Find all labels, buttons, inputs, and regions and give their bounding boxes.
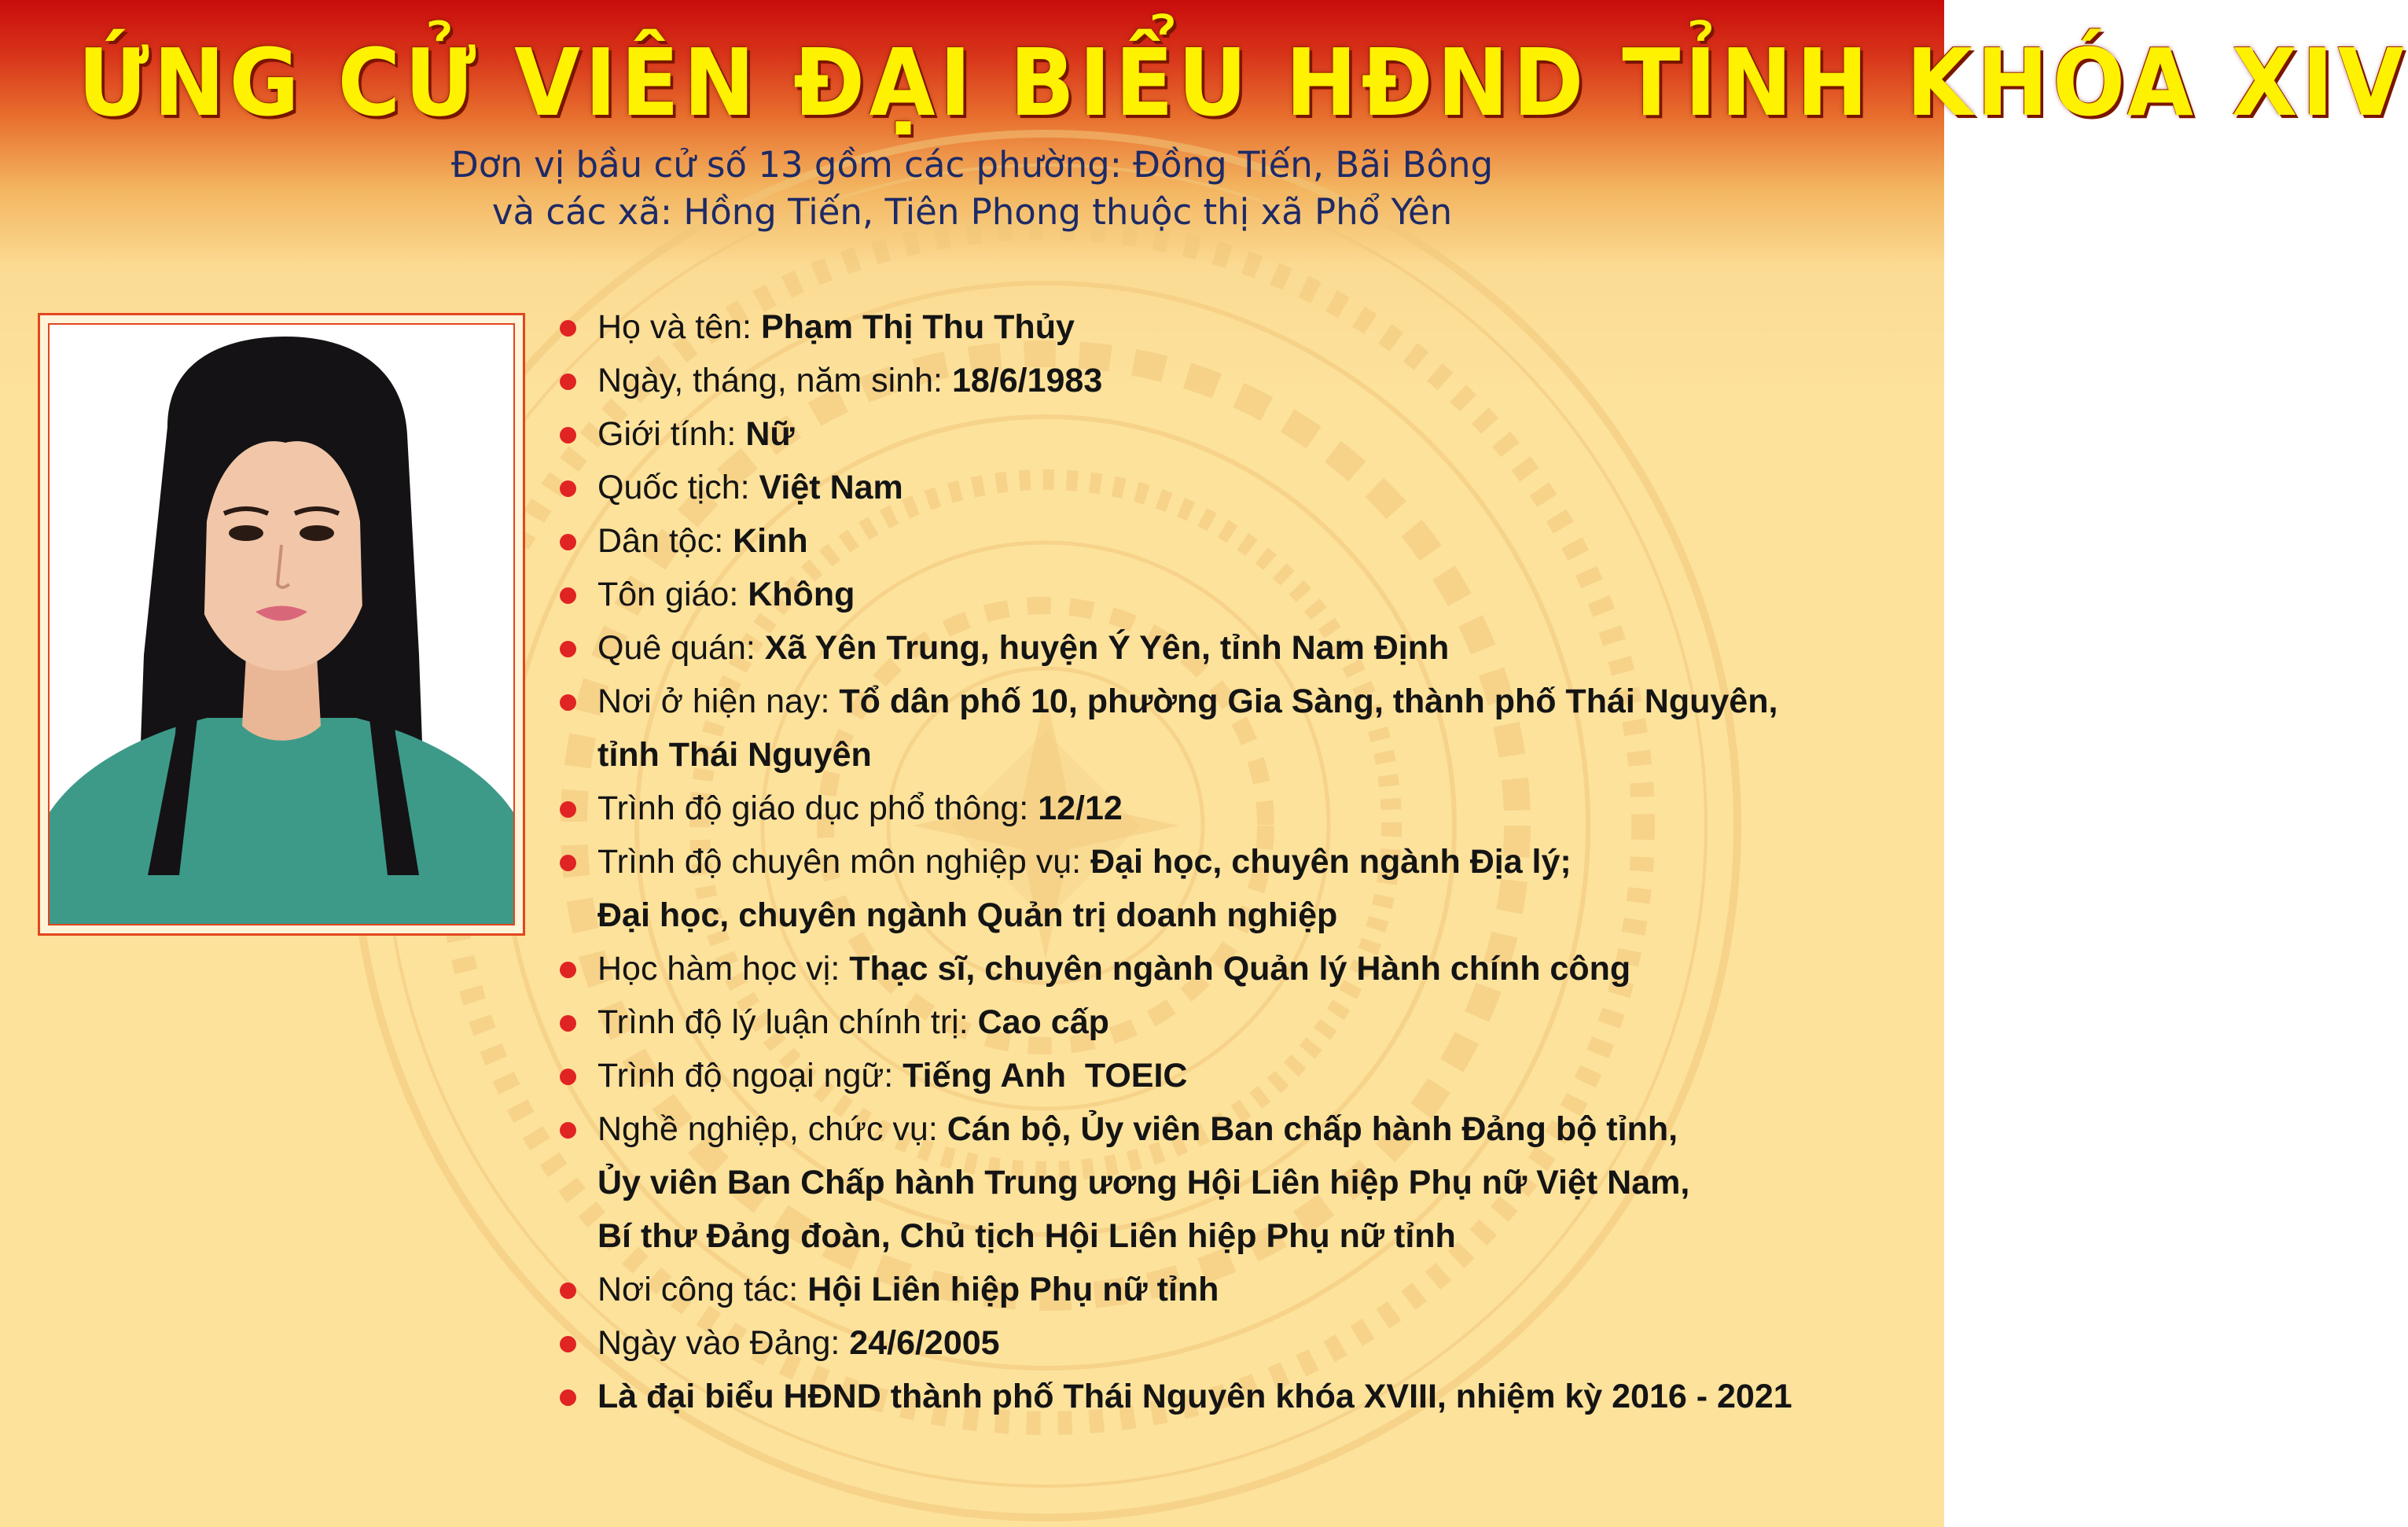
info-value: Tiếng Anh TOEIC <box>903 1057 1188 1095</box>
bullet-icon <box>560 1069 576 1085</box>
info-value: Phạm Thị Thu Thủy <box>760 308 1075 346</box>
info-row-previous-delegate <box>560 1370 1928 1423</box>
info-row-hometown <box>560 621 1928 675</box>
info-value: Thạc sĩ, chuyên ngành Quản lý Hành chính công <box>849 950 1631 988</box>
info-label: Giới tính: <box>597 415 746 453</box>
info-value-continued: Ủy viên Ban Chấp hành Trung ương Hội Liên hiệp Phụ nữ Việt Nam, <box>597 1164 1690 1201</box>
info-value: Xã Yên Trung, huyện Ý Yên, tỉnh Nam Định <box>764 629 1450 667</box>
info-row-occupation-cont-1 <box>560 1156 1928 1209</box>
bullet-icon <box>560 1282 576 1299</box>
info-value: Cán bộ, Ủy viên Ban chấp hành Đảng bộ tỉnh, <box>947 1110 1678 1148</box>
info-value: 18/6/1983 <box>951 362 1103 399</box>
subtitle-line-1: Đơn vị bầu cử số 13 gồm các phường: Đồng Tiến, Bãi Bông <box>450 144 1494 186</box>
bullet-icon <box>560 801 576 818</box>
page-title: ỨNG CỬ VIÊN ĐẠI BIỂU HĐND TỈNH KHÓA XIV <box>77 28 2408 137</box>
info-value: Tổ dân phố 10, phường Gia Sàng, thành phố Thái Nguyên, <box>839 683 1778 720</box>
info-label: Trình độ giáo dục phổ thông: <box>597 789 1039 827</box>
bullet-icon <box>560 962 576 978</box>
info-row-academic-degree <box>560 942 1928 995</box>
info-label: Tôn giáo: <box>597 576 748 613</box>
info-value-continued: Đại học, chuyên ngành Quản trị doanh nghiệp <box>597 896 1338 934</box>
info-value: Không <box>748 576 855 613</box>
subtitle-line-2: và các xã: Hồng Tiến, Tiên Phong thuộc thị xã Phổ Yên <box>491 191 1453 233</box>
bullet-icon <box>560 641 576 657</box>
info-row-workplace <box>560 1263 1928 1316</box>
info-label: Ngày vào Đảng: <box>597 1324 850 1362</box>
info-value: 24/6/2005 <box>849 1324 1000 1362</box>
info-label: Quốc tịch: <box>597 469 759 506</box>
info-row-professional-level <box>560 835 1928 889</box>
candidate-photo-frame <box>38 313 525 936</box>
bullet-icon <box>560 480 576 497</box>
bullet-icon <box>560 534 576 550</box>
info-label: Trình độ chuyên môn nghiệp vụ: <box>597 843 1091 881</box>
info-row-foreign-language <box>560 1049 1928 1102</box>
info-row-birth-date <box>560 354 1928 407</box>
info-row-religion <box>560 568 1928 621</box>
info-row-political-theory <box>560 995 1928 1049</box>
bullet-icon <box>560 587 576 604</box>
info-label: Ngày, tháng, năm sinh: <box>597 362 952 399</box>
info-row-party-join-date <box>560 1316 1928 1370</box>
info-row-residence <box>560 675 1928 728</box>
info-value-continued: tỉnh Thái Nguyên <box>597 736 872 774</box>
info-label: Trình độ lý luận chính trị: <box>597 1003 978 1041</box>
info-label: Họ và tên: <box>597 308 761 346</box>
info-value: Hội Liên hiệp Phụ nữ tỉnh <box>807 1271 1219 1308</box>
bullet-icon <box>560 694 576 711</box>
info-label: Dân tộc: <box>597 522 733 560</box>
info-row-full-name <box>560 300 1928 354</box>
bullet-icon <box>560 1336 576 1352</box>
info-value: Kinh <box>733 522 808 560</box>
info-label: Nghề nghiệp, chức vụ: <box>597 1110 947 1148</box>
bullet-icon <box>560 373 576 390</box>
info-value: Là đại biểu HĐND thành phố Thái Nguyên khóa XVIII, nhiệm kỳ 2016 - 2021 <box>597 1378 1792 1415</box>
info-label: Học hàm học vị: <box>597 950 850 988</box>
info-label: Quê quán: <box>597 629 765 667</box>
info-label: Nơi công tác: <box>597 1271 808 1308</box>
info-row-ethnicity <box>560 514 1928 568</box>
info-row-nationality <box>560 461 1928 514</box>
info-value-continued: Bí thư Đảng đoàn, Chủ tịch Hội Liên hiệp Phụ nữ tỉnh <box>597 1217 1456 1255</box>
info-value: 12/12 <box>1038 789 1123 827</box>
info-value: Nữ <box>745 415 795 453</box>
info-row-occupation-cont-2 <box>560 1209 1928 1263</box>
info-row-occupation <box>560 1102 1928 1156</box>
info-row-residence-cont <box>560 728 1928 782</box>
info-row-general-education <box>560 782 1928 835</box>
info-label: Nơi ở hiện nay: <box>597 683 840 720</box>
info-value: Việt Nam <box>759 469 903 506</box>
portrait-icon <box>50 325 513 924</box>
candidate-info-list <box>560 300 1928 1423</box>
info-label: Trình độ ngoại ngữ: <box>597 1057 903 1095</box>
bullet-icon <box>560 320 576 337</box>
bullet-icon <box>560 1389 576 1406</box>
bullet-icon <box>560 855 576 871</box>
info-row-professional-level-cont <box>560 889 1928 942</box>
info-row-gender <box>560 407 1928 461</box>
bullet-icon <box>560 1122 576 1139</box>
info-value: Cao cấp <box>977 1003 1109 1041</box>
bullet-icon <box>560 427 576 443</box>
info-value: Đại học, chuyên ngành Địa lý; <box>1090 843 1572 881</box>
candidate-photo <box>48 323 515 925</box>
bullet-icon <box>560 1015 576 1032</box>
